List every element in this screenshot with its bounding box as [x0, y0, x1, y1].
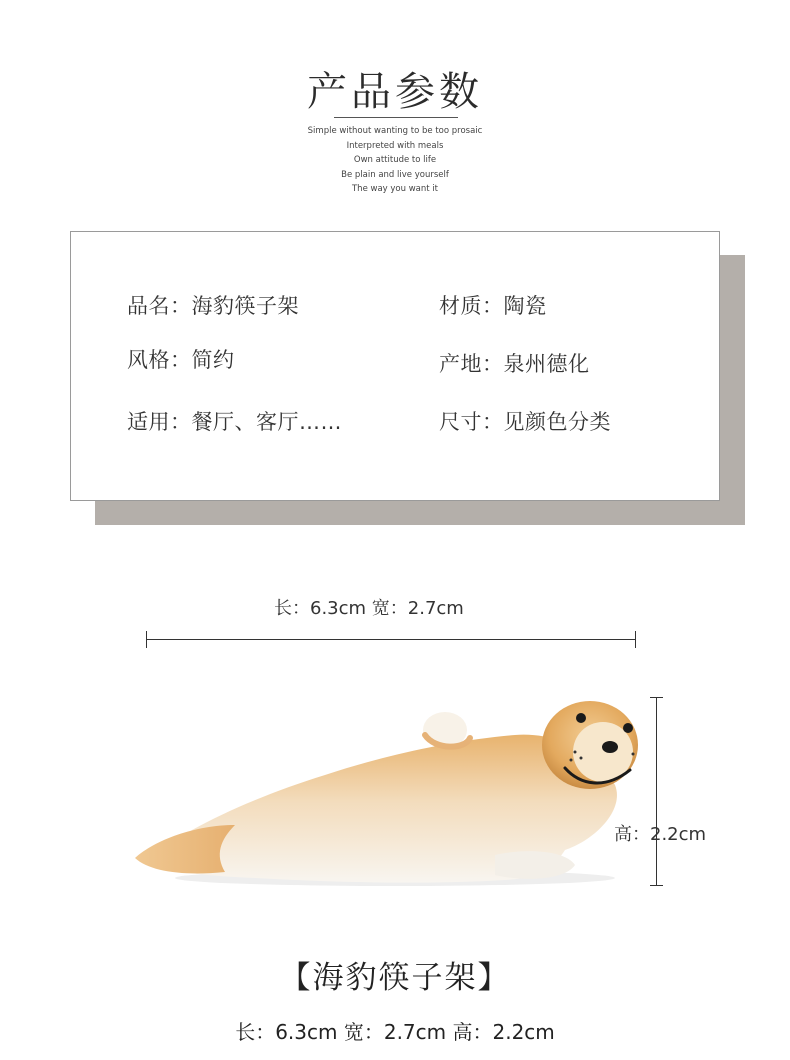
page-title: 产品参数 — [307, 69, 483, 115]
seal-nose — [602, 741, 618, 753]
length-dimension-line — [146, 639, 636, 640]
seal-eye-right — [623, 723, 633, 733]
param-material: 材质：陶瓷 — [439, 294, 547, 318]
seal-whisker-dot — [580, 757, 583, 760]
title-divider — [334, 117, 458, 118]
seal-tail — [135, 825, 235, 873]
param-size: 尺寸：见颜色分类 — [439, 410, 611, 434]
tagline-line: Be plain and live yourself — [341, 169, 449, 180]
param-origin: 产地：泉州德化 — [439, 352, 590, 376]
param-name: 品名：海豹筷子架 — [127, 294, 299, 318]
product-spec: 长：6.3cm 宽：2.7cm 高：2.2cm — [235, 1020, 555, 1044]
length-dimension-tick-right — [635, 631, 636, 648]
tagline — [0, 124, 790, 197]
height-label: 高：2.2cm — [614, 824, 707, 845]
tagline-line: Simple without wanting to be too prosaic — [307, 126, 483, 136]
length-width-label: 长：6.3cm 宽：2.7cm — [274, 598, 464, 619]
param-usage: 适用：餐厅、客厅…… — [127, 410, 342, 434]
height-dimension-tick-bottom — [650, 885, 663, 886]
seal-eye-left — [576, 713, 586, 723]
height-dimension-tick-top — [650, 697, 663, 698]
seal-whisker-dot — [632, 753, 635, 756]
seal-whisker-dot — [570, 759, 573, 762]
seal-whisker-dot — [574, 751, 577, 754]
tagline-line: The way you want it — [351, 184, 438, 195]
tagline-line: Interpreted with meals — [346, 140, 444, 151]
param-card — [70, 231, 720, 501]
height-dimension-line — [656, 697, 657, 885]
param-style: 风格：简约 — [127, 348, 235, 372]
tagline-line: Own attitude to life — [353, 155, 437, 166]
product-name: 【海豹筷子架】 — [279, 960, 511, 996]
length-dimension-tick-left — [146, 631, 147, 648]
seal-chopstick-rest-image — [125, 690, 645, 895]
